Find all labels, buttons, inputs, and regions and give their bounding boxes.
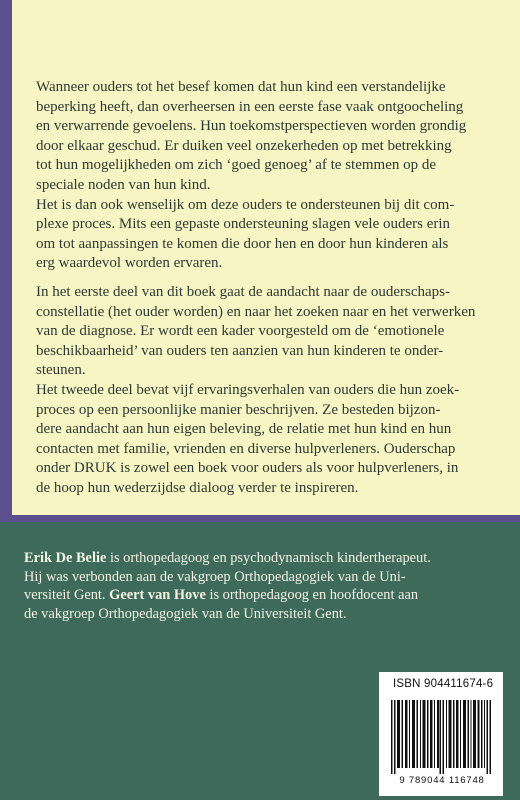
author-2-name: Geert van Hove [109, 587, 206, 604]
description-paragraph-1: Wanneer ouders tot het besef komen dat hun kind een verstandelijke beperking heeft, dan overheersen in een eerste fase vaak ontgoocheling en verwarrende gevoelens. Hun toekomstperspectieven worden grondig door elkaar geschud. Er duiken veel onzekerheden op met betrekking tot hun mogelijkheden om zich ‘goed genoeg’ af te stemmen op de speciale noden van hun kind. Het is dan ook wenselijk om deze ouders te ondersteunen bij dit com- plexe proces. Mits een gepaste ondersteuning slagen vele ouders erin om tot aanpassingen te komen die door hen en door hun kinderen als erg waardevol worden ervaren. [36, 79, 467, 272]
isbn-label: ISBN 904411674-6 [393, 678, 494, 690]
author-1-bio: is orthopedagoog en psychodynamisch kindertherapeut. Hij was verbonden aan de vakgroep Orthopedagogiek van de Uni- versiteit Gent. [24, 550, 431, 604]
isbn-barcode-box [379, 672, 503, 796]
barcode-icon [391, 700, 491, 774]
author-bio [24, 549, 499, 623]
description-paragraph-2: In het eerste deel van dit boek gaat de aandacht naar de ouderschaps- constellatie (het ouder worden) en naar het zoeken naar en het verwerken van de diagnose. Er wordt een kader voorgesteld om de ‘emotionele beschikbaarheid’ van ouders ten aanzien van hun kinderen te onder- steunen. Het tweede deel bevat vijf ervaringsverhalen van ouders die hun zoek- proces op een persoonlijke manier beschrijven. Ze besteden bijzon- dere aandacht aan hun eigen beleving, de relatie met hun kind en hun contacten met familie, vrienden en diverse hulpverleners. Ouderschap onder DRUK is zowel een boek voor ouders als voor hulpverleners, in de hoop hun wederzijdse dialoog verder te inspireren. [36, 284, 476, 496]
author-panel [0, 522, 520, 800]
author-1-name: Erik De Belie [24, 550, 107, 566]
description-panel [12, 0, 520, 515]
author-2-bio: is orthopedagoog en hoofdocent aan de vakgroep Orthopedagogiek van de Universiteit Gent. [24, 587, 419, 622]
barcode-number: 9 789044 116748 [399, 775, 485, 786]
